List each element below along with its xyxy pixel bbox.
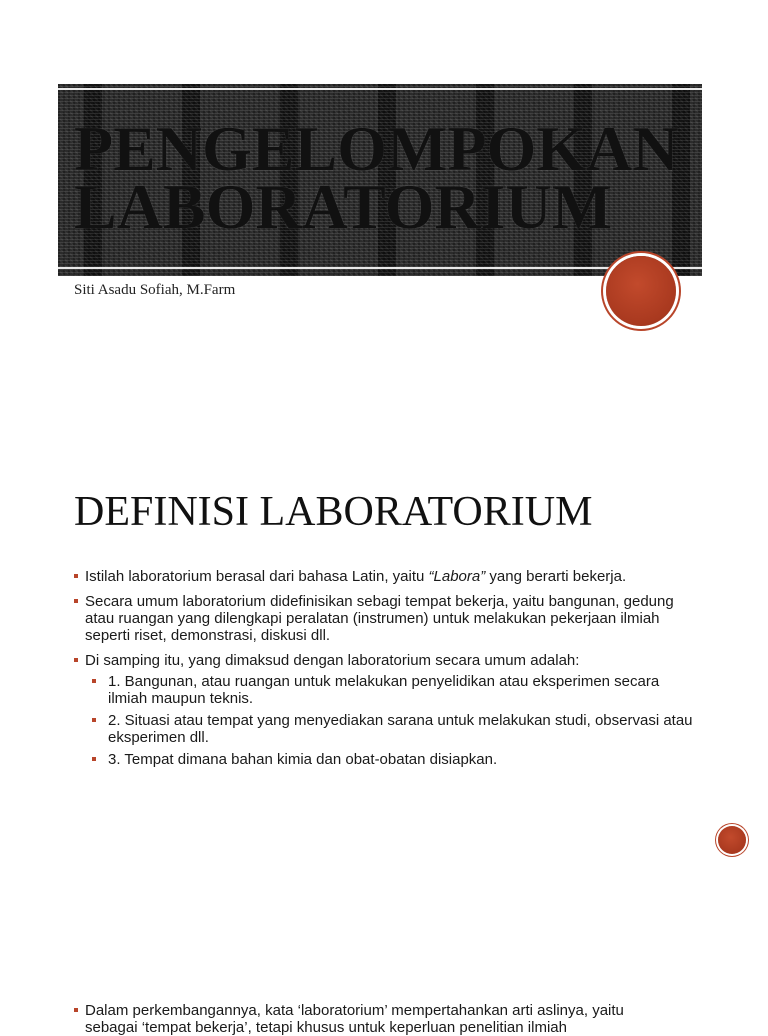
decorative-circle-large [606, 256, 676, 326]
list-item [74, 652, 694, 768]
sub-list-item: 1. Bangunan, atau ruangan untuk melakukan penyelidikan atau eksperimen secara ilmiah maupun teknis. [91, 673, 694, 707]
bullet1-italic: “Labora” [428, 568, 486, 585]
sub-list-item: 3. Tempat dimana bahan kimia dan obat-obatan disiapkan. [91, 751, 694, 768]
definition-list [74, 568, 694, 776]
slide-title-line1: PENGELOMPOKAN [74, 113, 679, 184]
next-slide-list [74, 1002, 705, 1036]
list-item [85, 1002, 705, 1036]
author-name: Siti Asadu Sofiah, M.Farm [74, 282, 236, 298]
slide-title [74, 113, 694, 242]
bullet3-text: Di samping itu, yang dimaksud dengan laboratorium secara umum adalah: [85, 652, 580, 669]
slide-title-line2: LABORATORIUM [74, 171, 613, 242]
bullet-line1: Dalam perkembangannya, kata ‘laboratorium’ mempertahankan arti aslinya, yaitu [85, 1002, 624, 1019]
sub-list [85, 673, 694, 768]
list-item [74, 568, 694, 585]
banner-bottom-line [58, 267, 702, 269]
decorative-circle-small [718, 826, 746, 854]
sub-list-item: 2. Situasi atau tempat yang menyediakan sarana untuk melakukan studi, observasi atau eksperimen dll. [91, 712, 694, 746]
bullet1-text: Istilah laboratorium berasal dari bahasa Latin, yaitu [85, 568, 429, 585]
banner-top-line [58, 88, 702, 90]
bullet1-text-end: yang berarti bekerja. [485, 568, 627, 585]
list-item: Secara umum laboratorium didefinisikan sebagi tempat bekerja, yaitu bangunan, gedung atau ruangan yang dilengkapi peralatan (instrumen) untuk melakukan pekerjaan ilmiah seperti riset, demonstrasi, diskusi dll. [74, 593, 694, 644]
section-title: DEFINISI LABORATORIUM [74, 489, 593, 535]
bullet-line2: sebagai ‘tempat bekerja’, tetapi khusus untuk keperluan penelitian ilmiah [85, 1019, 567, 1036]
